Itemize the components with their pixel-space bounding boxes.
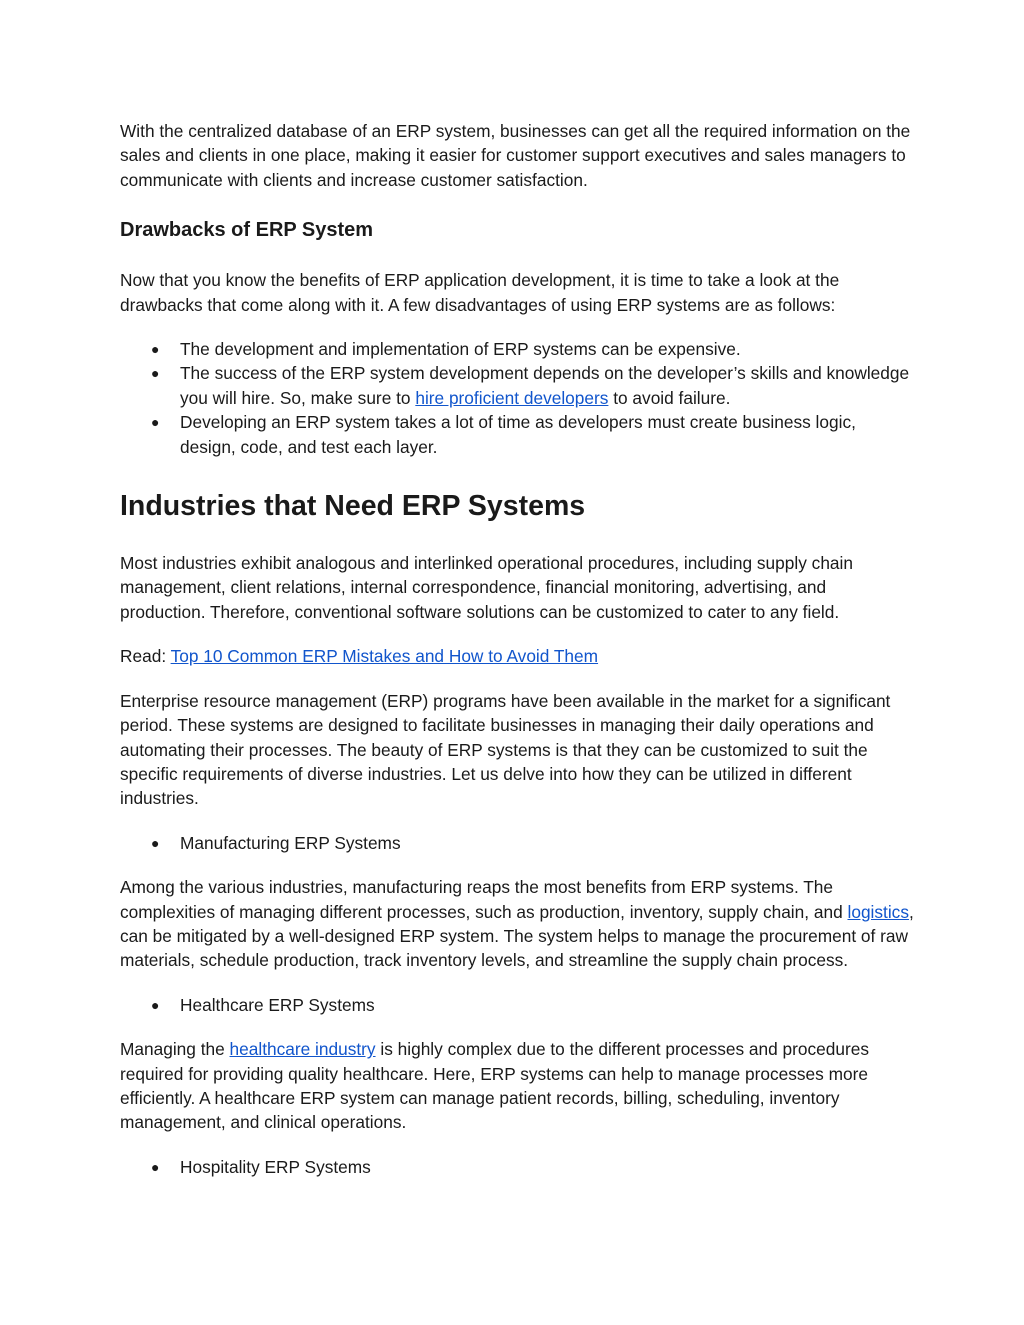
intro-paragraph: With the centralized database of an ERP system, businesses can get all the required information on the sales and clients in one place, making it easier for customer support executives and sales managers to communicate with clients and increase customer satisfaction. bbox=[120, 121, 911, 190]
drawbacks-heading: Drawbacks of ERP System bbox=[120, 219, 374, 242]
hospitality-list bbox=[120, 1155, 914, 1179]
list-item-text: Manufacturing ERP Systems bbox=[180, 832, 401, 853]
healthcare-industry-link[interactable]: healthcare industry bbox=[229, 1039, 376, 1060]
list-item-text: Healthcare ERP Systems bbox=[180, 994, 375, 1015]
industries-paragraph-2: Enterprise resource management (ERP) programs have been available in the market for a significant period. These systems are designed to facilitate businesses in managing their daily operations and automating their processes. The beauty of ERP systems is that they can be customized to suit the specific requirements of diverse industries. Let us delve into how they can be utilized in different industries. bbox=[120, 690, 891, 809]
drawbacks-list bbox=[120, 337, 914, 459]
paragraph-text: Managing the bbox=[120, 1039, 230, 1060]
healthcare-paragraph bbox=[120, 1037, 914, 1135]
hire-developers-link[interactable]: hire proficient developers bbox=[415, 387, 609, 408]
list-item bbox=[120, 993, 914, 1017]
read-label: Read: bbox=[120, 646, 171, 667]
logistics-link[interactable]: logistics bbox=[847, 901, 909, 922]
paragraph-text: is highly complex due to the different processes and procedures required for providing quality healthcare. Here, ERP systems can help to manage processes more efficiently. A healthcare ERP system can manage patient records, billing, scheduling, inventory management, and clinical operations. bbox=[120, 1039, 869, 1133]
bullet-icon: ● bbox=[151, 341, 160, 358]
paragraph-text: , can be mitigated by a well-designed ERP system. The system helps to manage the procurement of raw materials, schedule production, track inventory levels, and streamline the supply chain process. bbox=[120, 901, 914, 971]
bullet-icon: ● bbox=[151, 996, 160, 1013]
manufacturing-list bbox=[120, 831, 914, 855]
bullet-icon: ● bbox=[151, 365, 160, 382]
list-item-text: The development and implementation of ERP systems can be expensive. bbox=[180, 339, 741, 360]
paragraph-text: Among the various industries, manufacturing reaps the most benefits from ERP systems. The complexities of managing different processes, such as production, inventory, supply chain, and bbox=[120, 877, 848, 922]
list-item-text: The success of the ERP system development depends on the developer’s skills and knowledge you will hire. So, make sure to bbox=[180, 363, 910, 408]
bullet-icon: ● bbox=[151, 414, 160, 431]
manufacturing-paragraph bbox=[120, 875, 914, 973]
bullet-icon: ● bbox=[151, 1158, 160, 1175]
read-line bbox=[120, 644, 914, 668]
list-item bbox=[120, 361, 914, 410]
list-item-text: to avoid failure. bbox=[608, 387, 731, 408]
industries-heading: Industries that Need ERP Systems bbox=[120, 490, 586, 523]
list-item bbox=[120, 337, 914, 361]
bullet-icon: ● bbox=[151, 834, 160, 851]
list-item-text: Hospitality ERP Systems bbox=[180, 1156, 371, 1177]
industries-paragraph-1: Most industries exhibit analogous and interlinked operational procedures, including supply chain management, client relations, internal correspondence, financial monitoring, advertising, and production. Therefore, conventional software solutions can be customized to cater to any field. bbox=[120, 553, 853, 622]
list-item bbox=[120, 831, 914, 855]
erp-mistakes-link[interactable]: Top 10 Common ERP Mistakes and How to Avoid Them bbox=[170, 646, 599, 667]
list-item-text: Developing an ERP system takes a lot of time as developers must create business logic, design, code, and test each layer. bbox=[180, 412, 856, 457]
list-item bbox=[120, 410, 914, 459]
drawbacks-intro: Now that you know the benefits of ERP application development, it is time to take a look at the drawbacks that come along with it. A few disadvantages of using ERP systems are as follows: bbox=[120, 270, 840, 315]
healthcare-list bbox=[120, 993, 914, 1017]
list-item bbox=[120, 1155, 914, 1179]
